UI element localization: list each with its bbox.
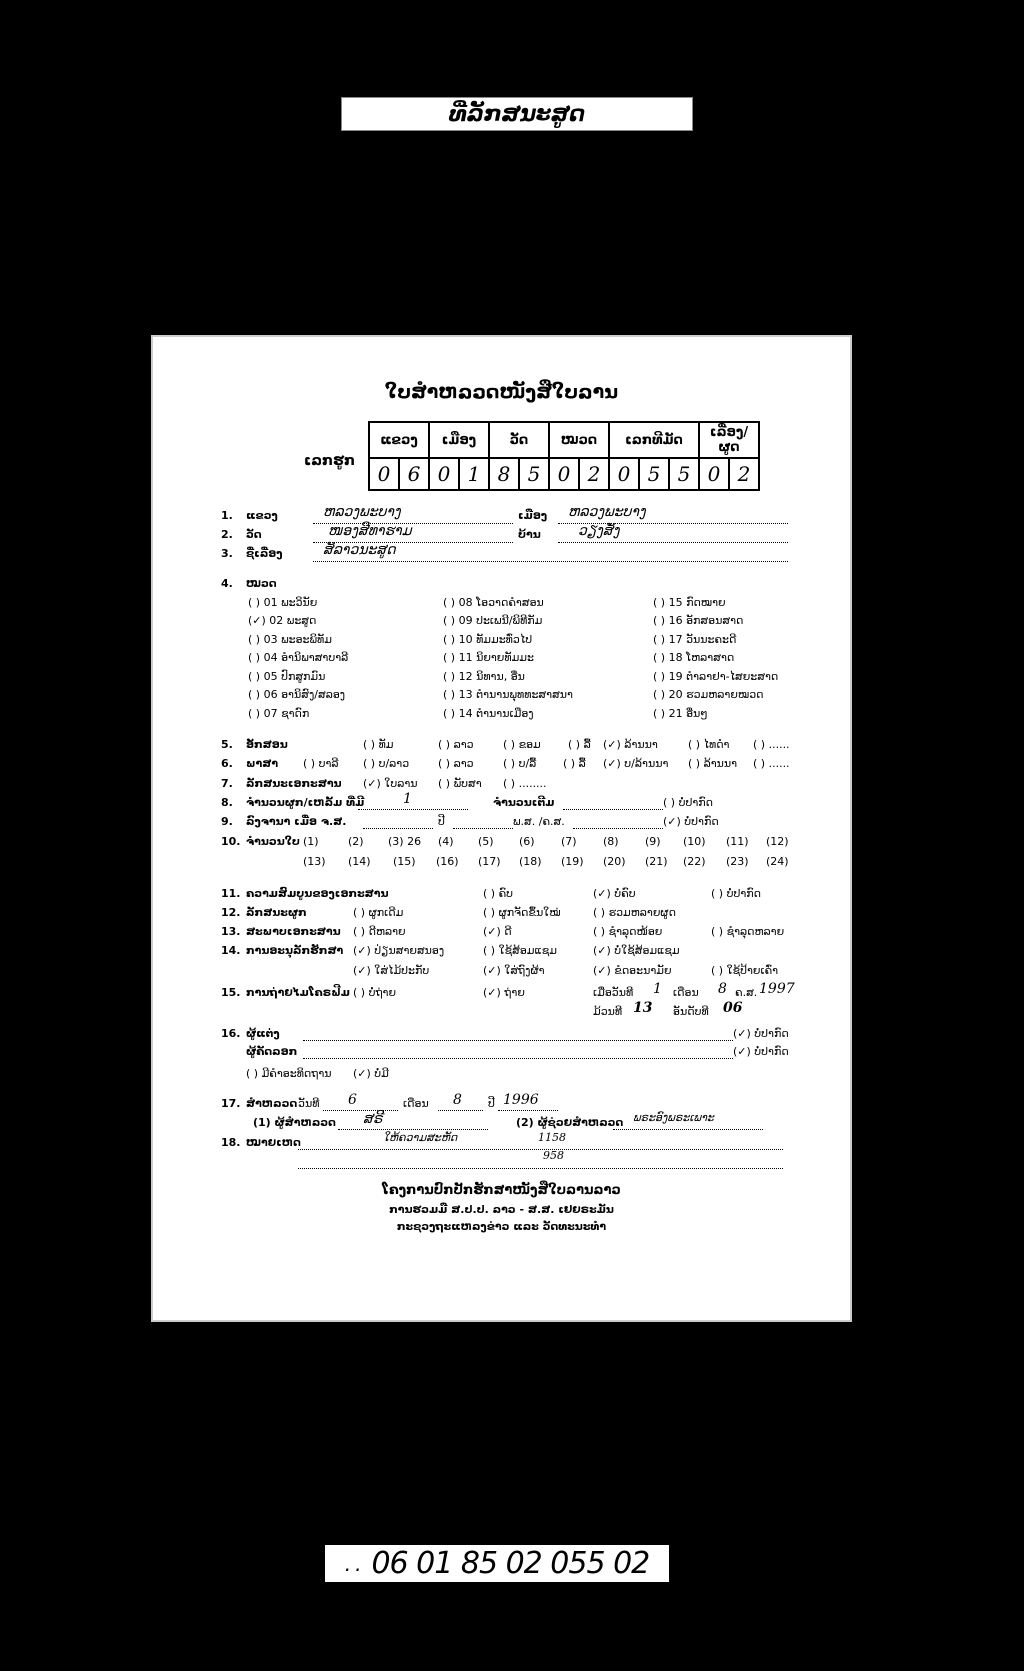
leaves-cell: (10) xyxy=(683,835,706,848)
story-value: ສັລາວນະສູດ xyxy=(323,542,396,558)
microfilm-roll: 13 xyxy=(633,1000,653,1016)
notes-line xyxy=(298,1149,783,1150)
microfilm-day: 1 xyxy=(653,981,662,997)
bundles-label: ຈໍານວນຜູກ/ເຫລັ້ມ ທີ່ມີ xyxy=(246,796,365,809)
field-number: 8. xyxy=(221,796,233,809)
story-line xyxy=(313,561,788,562)
script-option: (✓) ລ້ານນາ xyxy=(603,738,658,751)
surveyor-line xyxy=(338,1129,488,1130)
leaves-cell: (17) xyxy=(478,855,501,868)
language-label: ພາສາ xyxy=(246,757,279,770)
script-option: ( ) ລື້ xyxy=(568,738,591,751)
leaves-cell: (7) xyxy=(561,835,577,848)
district-label: ເມືອງ xyxy=(518,509,548,522)
surveyor-label: (1) ຜູ້ສໍາຫລວດ xyxy=(253,1116,336,1129)
leaves-cell: (8) xyxy=(603,835,619,848)
id-digit: 5 xyxy=(639,458,669,490)
colophon-option: ( ) ມີຄໍາອະທິດຖານ xyxy=(246,1067,332,1080)
field-number: 17. xyxy=(221,1097,241,1110)
survey-day-line xyxy=(323,1110,398,1111)
microfilm-year-label: ຄ.ສ. xyxy=(735,986,758,999)
id-header-temple: ວັດ xyxy=(489,422,549,458)
language-option: ( ) ບາລີ xyxy=(303,757,339,770)
language-option: (✓) ບ/ລ້ານນາ xyxy=(603,757,669,770)
leaves-cell: (3) 26 xyxy=(388,835,422,848)
footer-line-2: ການຮວມມື ສ.ປ.ປ. ລາວ - ສ.ສ. ເຢຍຣະມັນ xyxy=(389,1203,614,1216)
id-digit: 8 xyxy=(489,458,519,490)
footer-line-1: ໂຄງການປົກປັກຮັກສາໜັງສືໃບລານລາວ xyxy=(382,1183,621,1198)
bundles-more-line xyxy=(563,809,663,810)
leaves-cell: (13) xyxy=(303,855,326,868)
field-number: 1. xyxy=(221,509,233,522)
form-title: ໃບສໍາຫລວດໜັງສືໃບລານ xyxy=(384,381,619,403)
survey-month: 8 xyxy=(453,1092,462,1108)
language-option: ( ) ລາວ xyxy=(438,757,474,770)
assistant-value: ພຣະອົງພຣະເພາະ xyxy=(633,1111,714,1124)
author-line xyxy=(303,1040,733,1041)
leaves-cell: (20) xyxy=(603,855,626,868)
scribe-line xyxy=(303,1058,733,1059)
notes-label: ໝາຍເຫດ xyxy=(246,1136,301,1149)
preserve-option: ( ) ໃຊ້ປ້າຍເຄົ່າ xyxy=(711,964,779,977)
material-label: ລັກສນະເອກະສານ xyxy=(246,777,342,790)
id-header-bundle-number: ເລກທີມັດ xyxy=(609,422,699,458)
assistant-line xyxy=(613,1129,763,1130)
complete-option: (✓) ບໍ່ຄົບ xyxy=(593,887,636,900)
field-number: 4. xyxy=(221,577,233,590)
language-option: ( ) ລື້ xyxy=(563,757,586,770)
field-number: 2. xyxy=(221,528,233,541)
preserve-option: (✓) ຂໍດອະນາມັຍ xyxy=(593,964,672,977)
field-number: 7. xyxy=(221,777,233,790)
copy-era-label: ພ.ສ. /ຄ.ສ. xyxy=(513,815,565,828)
microfilm-frame: 06 xyxy=(723,1000,743,1016)
microfilm-roll-label: ມ້ວນທີ xyxy=(593,1005,623,1018)
category-label: ໝວດ xyxy=(246,577,277,590)
microfilm-label: ການຖ່າຍໄມໂຄຣຟີມ xyxy=(246,986,350,999)
leaves-cell: (11) xyxy=(726,835,749,848)
survey-day-label: ວັນທີ xyxy=(298,1097,320,1110)
scribe-label: ຜູ້ຄັດລອກ xyxy=(246,1045,298,1058)
copy-year-line xyxy=(453,828,513,829)
category-option: ( ) 13 ຕໍານານພຸທທະສາສນາ xyxy=(443,688,573,701)
copy-year-label: ປີ xyxy=(438,815,445,828)
material-option: (✓) ໃບລານ xyxy=(363,777,418,790)
leaves-label: ຈໍານວນໃບ xyxy=(246,835,300,848)
script-label: ອັກສອນ xyxy=(246,738,288,751)
microfilm-date-label: ເມື່ອວັນທີ xyxy=(593,986,634,999)
copy-era-line xyxy=(573,828,663,829)
village-label: ບ້ານ xyxy=(518,528,541,541)
survey-month-line xyxy=(438,1110,483,1111)
bundle-type-option: ( ) ຜູກເດີມ xyxy=(353,906,404,919)
id-digit: 5 xyxy=(669,458,699,490)
notes-value-2: 1158 xyxy=(538,1131,566,1144)
category-option: ( ) 05 ປົກສູກມົນ xyxy=(248,670,326,683)
complete-label: ຄວາມສົມບູນຂອງເອກະສານ xyxy=(246,887,389,900)
id-grid xyxy=(368,421,760,491)
condition-option: (✓) ດີ xyxy=(483,925,512,938)
category-option: ( ) 01 ພະວິນັຍ xyxy=(248,596,318,609)
leaves-cell: (24) xyxy=(766,855,789,868)
bundle-type-option: ( ) ຮວມຫລາຍຜູດ xyxy=(593,906,676,919)
notes-value-3: 958 xyxy=(543,1149,564,1162)
field-number: 9. xyxy=(221,815,233,828)
bottom-code-dots: .. xyxy=(344,1551,366,1576)
district-value: ຫລວງພະບາງ xyxy=(568,504,646,520)
id-label: ເລກຮູກ xyxy=(304,453,356,469)
bundles-more-label: ຈໍານວນເຕີມ xyxy=(493,796,555,809)
copy-unknown: (✓) ບໍ່ປາກົດ xyxy=(663,815,719,828)
field-number: 5. xyxy=(221,738,233,751)
bundles-line xyxy=(358,809,468,810)
microfilm-option: (✓) ຖ່າຍ xyxy=(483,986,525,999)
field-number: 10. xyxy=(221,835,241,848)
script-option: ( ) ໄທດໍາ xyxy=(688,738,730,751)
leaves-cell: (6) xyxy=(519,835,535,848)
province-value: ຫລວງພະບາງ xyxy=(323,504,401,520)
category-option: ( ) 06 ອານິສົງ/ສລອງ xyxy=(248,688,346,701)
field-number: 6. xyxy=(221,757,233,770)
id-header-district: ເມືອງ xyxy=(429,422,489,458)
language-option: ( ) ລ້ານນາ xyxy=(688,757,738,770)
condition-option: ( ) ຊໍາລຸດຫລາຍ xyxy=(711,925,785,938)
id-digit: 6 xyxy=(399,458,429,490)
field-number: 16. xyxy=(221,1027,241,1040)
story-label: ຊື່ເລື່ອງ xyxy=(246,547,283,560)
province-label: ແຂວງ xyxy=(246,509,278,522)
survey-year-prefix: ປີ xyxy=(488,1097,495,1110)
category-option: ( ) 19 ຕໍາລາຢາ-ໄສຍະສາດ xyxy=(653,670,779,683)
script-option: ( ) ...... xyxy=(753,738,790,751)
leaves-cell: (12) xyxy=(766,835,789,848)
survey-label: ສໍາຫລວດ xyxy=(246,1097,298,1110)
footer-line-3: ກະຊວງຖະແຫລງຂ່າວ ແລະ ວັດທະນະທໍາ xyxy=(396,1220,607,1233)
id-header-story: ເລື່ອງ/ຜູດ xyxy=(699,422,759,458)
microfilm-option: ( ) ບໍ່ຖ່າຍ xyxy=(353,986,397,999)
leaves-cell: (19) xyxy=(561,855,584,868)
leaves-cell: (22) xyxy=(683,855,706,868)
condition-label: ສະພາບເອກະສານ xyxy=(246,925,341,938)
leaves-cell: (18) xyxy=(519,855,542,868)
category-option: ( ) 04 ອໍານິພາສາບາລີ xyxy=(248,651,349,664)
bundles-value: 1 xyxy=(403,791,412,807)
field-number: 13. xyxy=(221,925,241,938)
leaves-cell: (9) xyxy=(645,835,661,848)
header-label-text: ທີ່ລັກສນະສູດ xyxy=(449,101,585,127)
category-option: ( ) 10 ທັມມະທົ່ວໄປ xyxy=(443,633,533,646)
temple-label: ວັດ xyxy=(246,528,262,541)
complete-option: ( ) ຄົບ xyxy=(483,887,514,900)
leaves-cell: (14) xyxy=(348,855,371,868)
field-number: 11. xyxy=(221,887,241,900)
category-option: ( ) 17 ວັນນະຄະດີ xyxy=(653,633,737,646)
temple-value: ໜອງສີທາຮາມ xyxy=(328,523,412,539)
copy-date-label: ລົງຈານາ ເມື່ອ ຈ.ສ. xyxy=(246,815,347,828)
category-option: ( ) 16 ອັກສອນສາດ xyxy=(653,614,744,627)
leaves-cell: (4) xyxy=(438,835,454,848)
author-label: ຜູ້ແຕ່ງ xyxy=(246,1027,280,1040)
id-digit: 0 xyxy=(429,458,459,490)
village-line xyxy=(558,542,788,543)
category-option: ( ) 11 ນິຍາຍທັມມະ xyxy=(443,651,534,664)
category-option: ( ) 08 ໂອວາດຄໍາສອນ xyxy=(443,596,544,609)
bundle-type-option: ( ) ຜູກຈັດຂຶ້ນໃໝ່ xyxy=(483,906,561,919)
leaves-cell: (15) xyxy=(393,855,416,868)
id-digit: 0 xyxy=(549,458,579,490)
preserve-option: (✓) ໃສ່ໄມ້ປະກັບ xyxy=(353,964,430,977)
category-option: ( ) 07 ຊາດົກ xyxy=(248,707,310,720)
category-option: ( ) 09 ປະເພນີ/ພິທີກັມ xyxy=(443,614,543,627)
bundles-unknown: ( ) ບໍ່ປາກົດ xyxy=(663,796,713,809)
leaves-cell: (16) xyxy=(436,855,459,868)
id-digit: 0 xyxy=(609,458,639,490)
language-option: ( ) ...... xyxy=(753,757,790,770)
id-digit: 0 xyxy=(699,458,729,490)
language-option: ( ) ບ/ລາວ xyxy=(363,757,410,770)
microfilm-month: 8 xyxy=(718,981,727,997)
category-option: ( ) 21 ອື່ນໆ xyxy=(653,707,708,720)
preserve-option: ( ) ໃຊ້ສ້ອມແຊມ xyxy=(483,944,557,957)
survey-month-label: ເດືອນ xyxy=(403,1097,429,1110)
leaves-cell: (1) xyxy=(303,835,319,848)
assistant-label: (2) ຜູ້ຊ່ວຍສໍາຫລວດ xyxy=(516,1116,624,1129)
survey-year: 1996 xyxy=(503,1092,539,1108)
material-option: ( ) ພັບສາ xyxy=(438,777,482,790)
leaves-cell: (5) xyxy=(478,835,494,848)
language-option: ( ) ບ/ລື້ xyxy=(503,757,537,770)
leaves-cell: (23) xyxy=(726,855,749,868)
condition-option: ( ) ຊໍາລຸດໜ້ອຍ xyxy=(593,925,663,938)
notes-value: ໃຫ້ຄວາມສະຫັດ xyxy=(383,1131,458,1144)
id-digit: 5 xyxy=(519,458,549,490)
id-header-category: ໝວດ xyxy=(549,422,609,458)
category-option: ( ) 03 ພະອະພິທັມ xyxy=(248,633,332,646)
notes-line-2 xyxy=(298,1168,783,1169)
leaves-cell: (21) xyxy=(645,855,668,868)
bottom-code-label xyxy=(325,1545,669,1582)
preserve-option: (✓) ບໍ່ໃຊ້ສ້ອມແຊມ xyxy=(593,944,680,957)
category-option: ( ) 12 ນິທານ, ອື່ນ xyxy=(443,670,525,683)
field-number: 12. xyxy=(221,906,241,919)
id-header-province: ແຂວງ xyxy=(369,422,429,458)
author-unknown: (✓) ບໍ່ປາກົດ xyxy=(733,1027,789,1040)
microfilm-month-label: ເດືອນ xyxy=(673,986,699,999)
microfilm-frame-label: ອັນດັບທີ xyxy=(673,1005,709,1018)
village-value: ວຽງສັ່ງ xyxy=(578,523,620,539)
script-option: ( ) ລາວ xyxy=(438,738,474,751)
copy-date-line xyxy=(363,828,433,829)
leaves-cell: (2) xyxy=(348,835,364,848)
complete-option: ( ) ບໍ່ປາກົດ xyxy=(711,887,761,900)
field-number: 15. xyxy=(221,986,241,999)
header-label xyxy=(341,97,693,131)
id-digit: 0 xyxy=(369,458,399,490)
preserve-label: ການອະນຸລັກຮັກສາ xyxy=(246,944,344,957)
category-option: ( ) 20 ຮວມຫລາຍໝວດ xyxy=(653,688,764,701)
survey-day: 6 xyxy=(348,1092,357,1108)
surveyor-value: ສຣີ xyxy=(363,1111,383,1127)
survey-form-page xyxy=(151,335,852,1322)
category-option: ( ) 18 ໂຫລາສາດ xyxy=(653,651,735,664)
condition-option: ( ) ດີຫລາຍ xyxy=(353,925,406,938)
preserve-option: (✓) ໃສ່ຖົງຜ້າ xyxy=(483,964,545,977)
preserve-option: (✓) ປ່ຽນສາຍສນອງ xyxy=(353,944,445,957)
material-option: ( ) ........ xyxy=(503,777,547,790)
id-digit: 2 xyxy=(729,458,759,490)
script-option: ( ) ຂອມ xyxy=(503,738,541,751)
id-digit: 2 xyxy=(579,458,609,490)
category-option: ( ) 14 ຕໍານານເມືອງ xyxy=(443,707,534,720)
colophon-option: (✓) ບໍ່ມີ xyxy=(353,1067,389,1080)
script-option: ( ) ທັມ xyxy=(363,738,394,751)
field-number: 18. xyxy=(221,1136,241,1149)
field-number: 3. xyxy=(221,547,233,560)
microfilm-year: 1997 xyxy=(759,981,795,997)
scribe-unknown: (✓) ບໍ່ປາກົດ xyxy=(733,1045,789,1058)
bundle-type-label: ລັກສນະຜູກ xyxy=(246,906,307,919)
field-number: 14. xyxy=(221,944,241,957)
id-digit: 1 xyxy=(459,458,489,490)
category-option: (✓) 02 ພະສູດ xyxy=(248,614,317,627)
survey-year-line xyxy=(498,1110,558,1111)
bottom-code-text: 06 01 85 02 055 02 xyxy=(371,1546,650,1581)
category-option: ( ) 15 ກົດໝາຍ xyxy=(653,596,726,609)
